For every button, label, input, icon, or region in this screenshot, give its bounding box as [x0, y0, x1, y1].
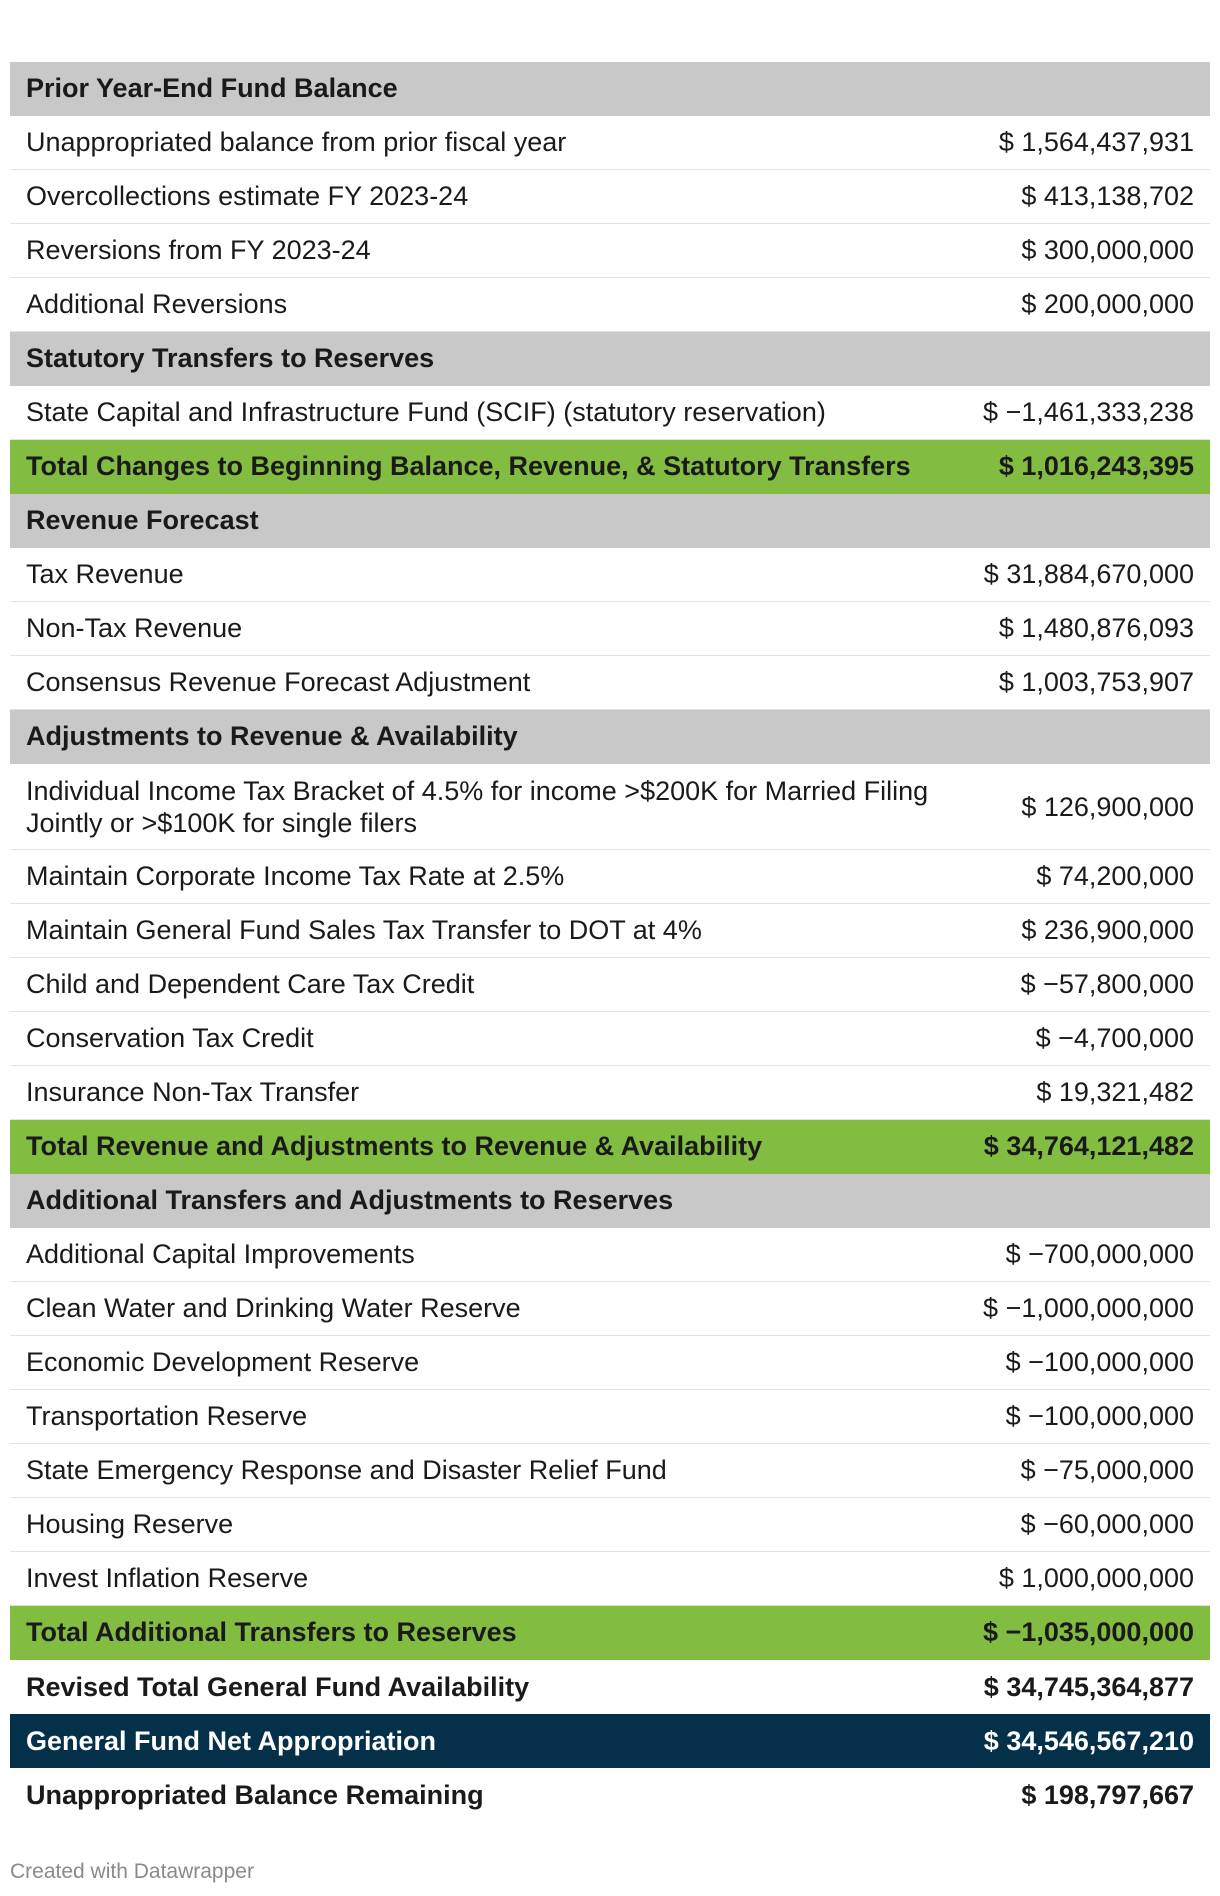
- row-label: Reversions from FY 2023-24: [26, 235, 371, 265]
- row-amount: $ 1,564,437,931: [998, 127, 1194, 157]
- line-item-row: [10, 958, 1210, 1012]
- section-header-row: [10, 1174, 1210, 1228]
- row-amount: $ −1,461,333,238: [983, 397, 1194, 427]
- line-item-row: [10, 850, 1210, 904]
- row-amount: $ 413,138,702: [1021, 181, 1194, 211]
- row-label: Child and Dependent Care Tax Credit: [26, 969, 475, 999]
- line-item-row: [10, 1228, 1210, 1282]
- row-amount: $ 126,900,000: [1021, 791, 1194, 822]
- row-label: Housing Reserve: [26, 1509, 234, 1539]
- line-item-row: [10, 278, 1210, 332]
- subtotal-row: [10, 1120, 1210, 1174]
- row-label: Consensus Revenue Forecast Adjustment: [26, 667, 531, 697]
- line-item-row: [10, 386, 1210, 440]
- row-label: Non-Tax Revenue: [26, 613, 243, 643]
- row-amount: $ −60,000,000: [1020, 1509, 1194, 1539]
- row-label: Conservation Tax Credit: [26, 1023, 314, 1053]
- row-amount: $ 19,321,482: [1036, 1077, 1194, 1107]
- line-item-row: [10, 224, 1210, 278]
- row-label: Unappropriated balance from prior fiscal year: [26, 127, 567, 157]
- line-item-row: [10, 1498, 1210, 1552]
- row-amount: $ 1,016,243,395: [998, 451, 1194, 481]
- row-label: Revised Total General Fund Availability: [26, 1671, 530, 1702]
- section-header-row: [10, 332, 1210, 386]
- row-label: Additional Transfers and Adjustments to Reserves: [26, 1185, 674, 1215]
- row-amount: $ −4,700,000: [1035, 1023, 1194, 1053]
- section-header-row: [10, 494, 1210, 548]
- row-label: Overcollections estimate FY 2023-24: [26, 181, 469, 211]
- budget-table: [10, 62, 1210, 1822]
- row-label: Adjustments to Revenue & Availability: [26, 721, 518, 751]
- line-item-row: [10, 602, 1210, 656]
- row-amount: $ 200,000,000: [1021, 289, 1194, 319]
- row-label: Maintain Corporate Income Tax Rate at 2.5%: [26, 861, 565, 891]
- line-item-row: [10, 656, 1210, 710]
- row-label: Statutory Transfers to Reserves: [26, 343, 435, 373]
- row-amount: $ 198,797,667: [1021, 1779, 1194, 1810]
- row-label: Additional Reversions: [26, 289, 288, 319]
- summary-row: [10, 1768, 1210, 1822]
- row-label: State Capital and Infrastructure Fund (SCIF) (statutory reservation): [26, 397, 826, 427]
- row-amount: $ −700,000,000: [1005, 1239, 1194, 1269]
- row-label: Clean Water and Drinking Water Reserve: [26, 1293, 521, 1323]
- row-label: Prior Year-End Fund Balance: [26, 73, 398, 103]
- section-header-row: [10, 710, 1210, 764]
- line-item-row: [10, 1066, 1210, 1120]
- row-label: Insurance Non-Tax Transfer: [26, 1077, 360, 1107]
- row-amount: $ 300,000,000: [1021, 235, 1194, 265]
- row-amount: $ 1,000,000,000: [998, 1563, 1194, 1593]
- line-item-row: [10, 764, 1210, 850]
- row-label: Individual Income Tax Bracket of 4.5% for income >$200K for Married Filing Jointly or >$100K for single filers: [26, 775, 929, 838]
- row-amount: $ −100,000,000: [1005, 1347, 1194, 1377]
- row-amount: $ 34,745,364,877: [983, 1671, 1194, 1702]
- row-label: General Fund Net Appropriation: [26, 1725, 437, 1756]
- row-amount: $ 74,200,000: [1036, 861, 1194, 891]
- line-item-row: [10, 548, 1210, 602]
- line-item-row: [10, 1282, 1210, 1336]
- row-label: Invest Inflation Reserve: [26, 1563, 309, 1593]
- row-amount: $ −100,000,000: [1005, 1401, 1194, 1431]
- row-amount: $ 34,764,121,482: [983, 1131, 1194, 1161]
- datawrapper-credit[interactable]: Created with Datawrapper: [10, 1860, 254, 1883]
- row-amount: $ 34,546,567,210: [983, 1725, 1194, 1756]
- line-item-row: [10, 1336, 1210, 1390]
- row-label: Revenue Forecast: [26, 505, 259, 535]
- row-label: Maintain General Fund Sales Tax Transfer to DOT at 4%: [26, 915, 702, 945]
- line-item-row: [10, 904, 1210, 958]
- row-label: Unappropriated Balance Remaining: [26, 1779, 484, 1810]
- line-item-row: [10, 1444, 1210, 1498]
- row-amount: $ −57,800,000: [1020, 969, 1194, 999]
- row-label: Tax Revenue: [26, 559, 184, 589]
- line-item-row: [10, 1012, 1210, 1066]
- line-item-row: [10, 1552, 1210, 1606]
- subtotal-row: [10, 1606, 1210, 1660]
- row-amount: $ 236,900,000: [1021, 915, 1194, 945]
- line-item-row: [10, 116, 1210, 170]
- summary-row: [10, 1660, 1210, 1714]
- row-label: Economic Development Reserve: [26, 1347, 420, 1377]
- line-item-row: [10, 170, 1210, 224]
- row-amount: $ 1,003,753,907: [998, 667, 1194, 697]
- line-item-row: [10, 1390, 1210, 1444]
- row-amount: $ 31,884,670,000: [983, 559, 1194, 589]
- subtotal-row: [10, 440, 1210, 494]
- section-header-row: [10, 62, 1210, 116]
- row-label: Additional Capital Improvements: [26, 1239, 415, 1269]
- row-amount: $ −1,000,000,000: [983, 1293, 1194, 1323]
- row-amount: $ 1,480,876,093: [998, 613, 1194, 643]
- row-label: Total Revenue and Adjustments to Revenue & Availability: [26, 1131, 763, 1161]
- net-appropriation-row: [10, 1714, 1210, 1768]
- row-label: Total Additional Transfers to Reserves: [26, 1617, 517, 1647]
- row-amount: $ −1,035,000,000: [983, 1617, 1194, 1647]
- row-label: State Emergency Response and Disaster Relief Fund: [26, 1455, 667, 1485]
- row-label: Total Changes to Beginning Balance, Revenue, & Statutory Transfers: [26, 451, 911, 481]
- row-label: Transportation Reserve: [26, 1401, 308, 1431]
- row-amount: $ −75,000,000: [1020, 1455, 1194, 1485]
